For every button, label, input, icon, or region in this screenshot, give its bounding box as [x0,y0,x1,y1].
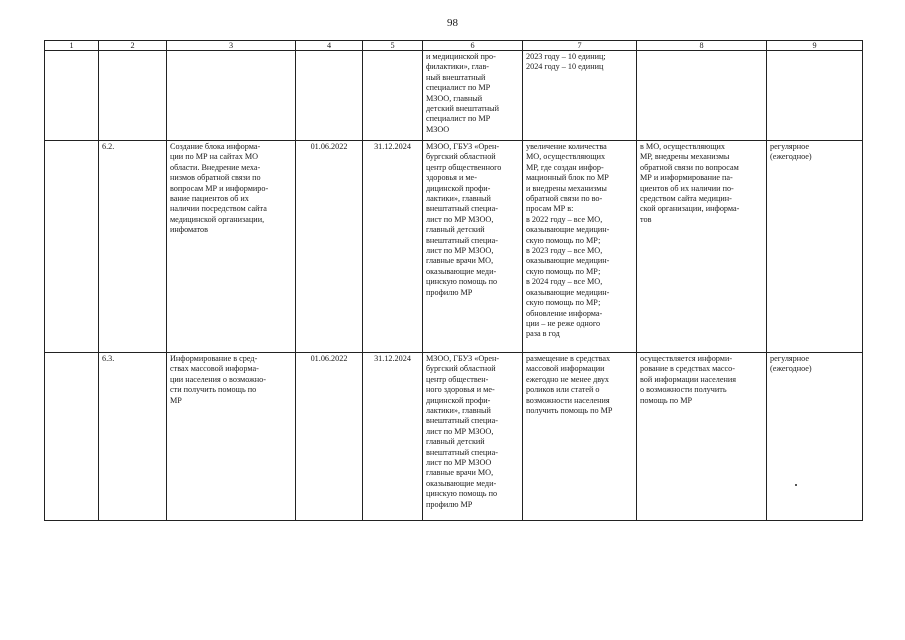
plan-table [44,40,863,521]
header-cell-8: 8 [637,41,767,51]
header-cell-6: 6 [423,41,523,51]
cell-number [99,51,167,141]
cell-measure: Информирование в сред- ствах массовой информа- ции населения о возможно- сти получить помощь по МР [167,353,296,521]
cell-indicator: 2023 году – 10 единиц; 2024 году – 10 единиц [523,51,637,141]
header-cell-1: 1 [45,41,99,51]
header-cell-5: 5 [363,41,423,51]
cell-start-date [296,51,363,141]
cell-number: 6.2. [99,141,167,353]
table-row [45,141,863,353]
cell-indicator: увеличение количества МО, осуществляющих МР, где создан инфор- мационный блок по МР и внедрены механизмы обратной связи по во- просам МР в: в 2022 году – все МО, оказывающие медицин- скую помощь по МР; в 2023 году – все МО, оказывающие медицин- скую помощь по МР; в 2024 году – все МО, оказывающие медицин- скую помощь по МР; обновление информа- ции – не реже одного раза в год [523,141,637,353]
cell-indicator: размещение в средствах массовой информации ежегодно не менее двух роликов или статей о возможности населения получить помощь по МР [523,353,637,521]
table-row [45,51,863,141]
cell-frequency: регулярное (ежегодное) [767,353,863,521]
cell-responsible: и медицинской про- филактики», глав- ный внештатный специалист по МР МЗОО, главный детский внештатный специалист по МР МЗОО [423,51,523,141]
table-row [45,353,863,521]
cell-number: 6.3. [99,353,167,521]
cell-frequency [767,51,863,141]
cell-end-date: 31.12.2024 [363,353,423,521]
page-number: 98 [447,17,458,29]
cell-blank-1 [45,353,99,521]
cell-start-date: 01.06.2022 [296,353,363,521]
cell-blank-1 [45,51,99,141]
cell-measure [167,51,296,141]
header-cell-9: 9 [767,41,863,51]
header-cell-3: 3 [167,41,296,51]
cell-responsible: МЗОО, ГБУЗ «Орен- бургский областной центр обществен- ного здоровья и ме- дицинской профи- лактики», главный внештатный специа- лист по МР МЗОО, главный детский внештатный специа- лист по МР МЗОО главные врачи МО, оказывающие меди- цинскую помощь по профилю МР [423,353,523,521]
header-cell-7: 7 [523,41,637,51]
cell-end-date: 31.12.2024 [363,141,423,353]
cell-measure: Создание блока информа- ции по МР на сайтах МО области. Внедрение меха- низмов обратной связи по вопросам МР и информиро- вание пациентов об их наличии посредством сайта медицинской организации, инфоматов [167,141,296,353]
cell-result: осуществляется информи- рование в средствах массо- вой информации населения о возможности получить помощь по МР [637,353,767,521]
cell-start-date: 01.06.2022 [296,141,363,353]
header-cell-2: 2 [99,41,167,51]
cell-responsible: МЗОО, ГБУЗ «Орен- бургский областной центр общественного здоровья и ме- дицинской профи- лактики», главный внештатный специа- лист по МР МЗОО, главный детский внештатный специа- лист по МР МЗОО, главные врачи МО, оказывающие меди- цинскую помощь по профилю МР [423,141,523,353]
scan-speck [795,484,797,486]
cell-blank-1 [45,141,99,353]
cell-result [637,51,767,141]
cell-frequency: регулярное (ежегодное) [767,141,863,353]
cell-result: в МО, осуществляющих МР, внедрены механизмы обратной связи по вопросам МР и информирование па- циентов об их наличии по- средством сайта медицин- ской организации, информа- тов [637,141,767,353]
cell-end-date [363,51,423,141]
header-cell-4: 4 [296,41,363,51]
header-row [45,41,863,51]
